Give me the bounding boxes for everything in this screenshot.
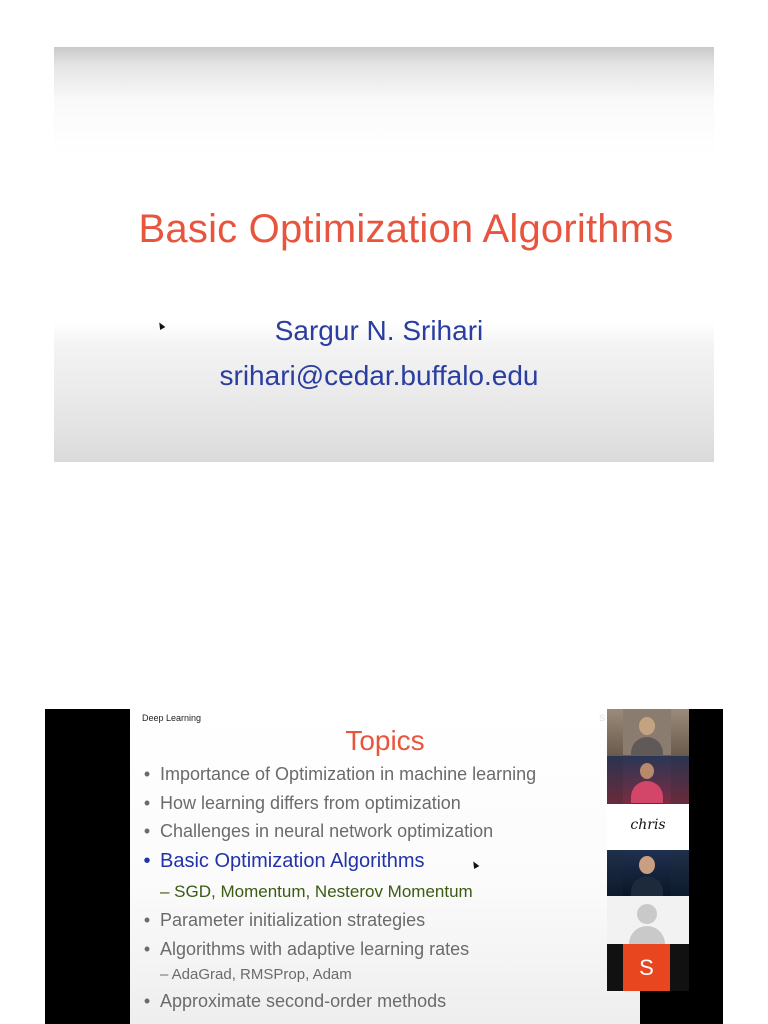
participant-name: chris xyxy=(630,817,666,833)
bullet-icon: • xyxy=(143,991,151,1011)
video-call-window xyxy=(45,709,723,1024)
participants-panel xyxy=(599,709,689,991)
slide-title: Basic Optimization Algorithms xyxy=(138,207,674,251)
topic-item: • Importance of Optimization in machine learning xyxy=(138,764,536,785)
shared-slide xyxy=(130,709,640,1024)
topic-subitem-active: – SGD, Momentum, Nesterov Momentum xyxy=(160,882,473,901)
topic-item: • Algorithms with adaptive learning rates xyxy=(138,939,469,960)
participant-tile[interactable] xyxy=(607,850,689,896)
participant-video-icon xyxy=(623,850,671,896)
participant-video-icon xyxy=(623,757,671,803)
participant-tile[interactable] xyxy=(607,944,689,991)
slide-author: Sargur N. Srihari xyxy=(274,315,484,346)
participant-tile-presenter[interactable] xyxy=(607,709,689,756)
title-slide xyxy=(54,47,714,462)
slide-header-label: Deep Learning xyxy=(142,713,202,723)
slide-email: srihari@cedar.buffalo.edu xyxy=(219,360,539,391)
topic-item: • Parameter initialization strategies xyxy=(138,910,425,931)
bullet-icon: • xyxy=(143,764,151,784)
topic-item-active: • Basic Optimization Algorithms xyxy=(138,850,425,873)
topic-item: • How learning differs from optimization xyxy=(138,793,461,814)
topic-subitem: – AdaGrad, RMSProp, Adam xyxy=(160,966,352,983)
bullet-icon: • xyxy=(143,850,151,872)
presenter-video-icon xyxy=(623,709,671,755)
bullet-icon: • xyxy=(143,793,151,813)
bullet-icon: • xyxy=(143,910,151,930)
topic-item: • Approximate second-order methods xyxy=(138,991,446,1012)
slide-header-right-label: S xyxy=(599,713,606,723)
bullet-icon: • xyxy=(143,939,151,959)
participant-tile[interactable] xyxy=(607,756,689,804)
participant-initial-avatar: S xyxy=(623,944,670,991)
topic-item: • Challenges in neural network optimization xyxy=(138,821,493,842)
participant-tile[interactable] xyxy=(607,896,689,944)
bullet-icon: • xyxy=(143,821,151,841)
participant-tile[interactable] xyxy=(607,804,689,850)
topics-list xyxy=(130,709,640,1024)
slide-title-topics: Topics xyxy=(345,725,425,756)
